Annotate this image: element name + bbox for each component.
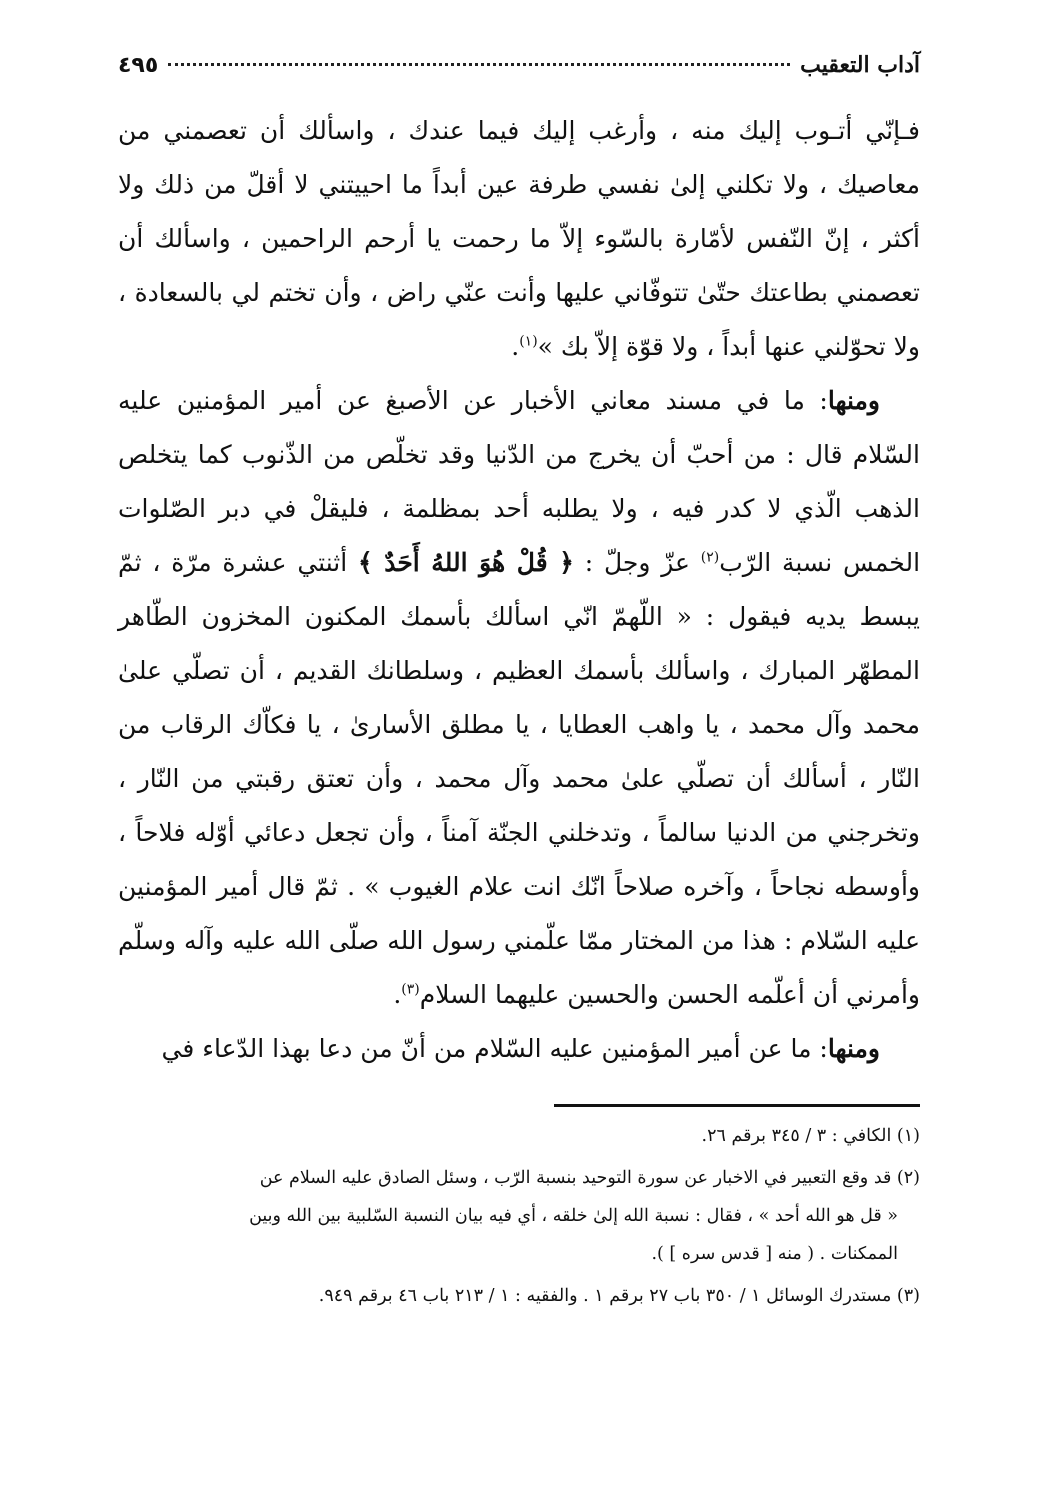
footnote-1: (١) الكافي : ٣ / ٣٤٥ برقم ٢٦. <box>701 1126 920 1146</box>
footnote-ref-2[interactable]: (٢) <box>700 549 720 566</box>
quran-verse: ﴿ قُلْ هُوَ اللهُ أَحَدٌ ﴾ <box>357 548 574 577</box>
footnote-3: (٣) مستدرك الوسائل ١ / ٣٥٠ باب ٢٧ برقم ١ . والفقيه : ١ / ٢١٣ باب ٤٦ برقم ٩٤٩. <box>318 1286 920 1306</box>
footnotes <box>118 1117 920 1315</box>
paragraph-1-text: فـإنّي أتـوب إليك منه ، وأرغب إليك فيما عندك ، واسألك أن تعصمني من معاصيك ، ولا تكلني إلىٰ نفسي طرفة عين أبداً ما احييتني لا أقلّ من ذلك ولا أكثر ، إنّ النّفس لأمّارة بالسّوء إلاّ ما رحمت يا أرحم الراحمين ، واسألك أن تعصمني بطاعتك حتّىٰ تتوفّاني عليها وأنت عنّي راض ، وأن تختم لي بالسعادة ، ولا تحوّلني عنها أبداً ، ولا قوّة إلاّ بك » <box>118 116 920 361</box>
footnote-2-line-3: الممكنات . ( منه [ قدس سره ] ). <box>651 1244 898 1264</box>
footnote-2-line-1: (٢) قد وقع التعبير في الاخبار عن سورة التوحيد بنسبة الرّب ، وسئل الصادق عليه السلام عن <box>259 1168 920 1188</box>
paragraph-1-end: . <box>511 332 520 361</box>
paragraph-2 <box>118 374 920 1022</box>
header-leader-dots <box>168 63 790 66</box>
paragraph-2-lead: ومنها <box>827 386 880 415</box>
paragraph-2-text-a: : ما في مسند معاني الأخبار عن الأصبغ عن أمير المؤمنين عليه السّلام قال : من أحبّ أن يخرج من الدّنيا وقد تخلّص من الذّنوب كما يتخلص الذهب الّذي لا كدر فيه ، ولا يطلبه أحد بمظلمة ، فليقلْ في دبر الصّلوات الخمس نسبة الرّب <box>118 386 921 577</box>
paragraph-2-text-b: عزّ وجلّ : <box>573 548 701 577</box>
footnote-2 <box>118 1159 920 1273</box>
paragraph-3 <box>118 1022 920 1076</box>
page-number: ٤٩٥ <box>118 53 159 78</box>
paragraph-3-text: : ما عن أمير المؤمنين عليه السّلام من أنّ من دعا بهذا الدّعاء في <box>161 1034 828 1063</box>
paragraph-3-lead: ومنها <box>827 1034 880 1063</box>
footnote-ref-1[interactable]: (١) <box>519 333 538 350</box>
running-header <box>118 52 920 92</box>
paragraph-2-end: . <box>393 980 402 1009</box>
page <box>118 50 920 1319</box>
footnote-2-line-2: « قل هو الله أحد » ، فقال : نسبة الله إلىٰ خلقه ، أي فيه بيان النسبة السّلبية بين الله وبين <box>249 1206 898 1226</box>
footnote-separator <box>554 1104 920 1107</box>
paragraph-2-text-c: أثنتي عشرة مرّة ، ثمّ يبسط يديه فيقول : « اللّهمّ انّي اسألك بأسمك المكنون المخزون الطّاهر المطهّر المبارك ، واسألك بأسمك العظيم ، وسلطانك القديم ، أن تصلّي علىٰ محمد وآل محمد ، يا واهب العطايا ، يا مطلق الأسارىٰ ، يا فكاّك الرقاب من النّار ، أسألك أن تصلّي علىٰ محمد وآل محمد ، وأن تعتق رقبتي من النّار ، وتخرجني من الدنيا سالماً ، وتدخلني الجنّة آمناً ، وأن تجعل دعائي أوّله فلاحاً ، وأوسطه نجاحاً ، وآخره صلاحاً انّك انت علام الغيوب » . ثمّ قال أمير المؤمنين عليه السّلام : هذا من المختار ممّا علّمني رسول الله صلّى الله عليه وآله وسلّم وأمرني أن أعلّمه الحسن والحسين عليهما السلام <box>118 548 920 1009</box>
footnote-ref-3[interactable]: (٣) <box>401 981 420 998</box>
header-title: آداب التعقيب <box>800 52 920 78</box>
main-text <box>118 104 920 1076</box>
paragraph-1 <box>118 104 920 374</box>
